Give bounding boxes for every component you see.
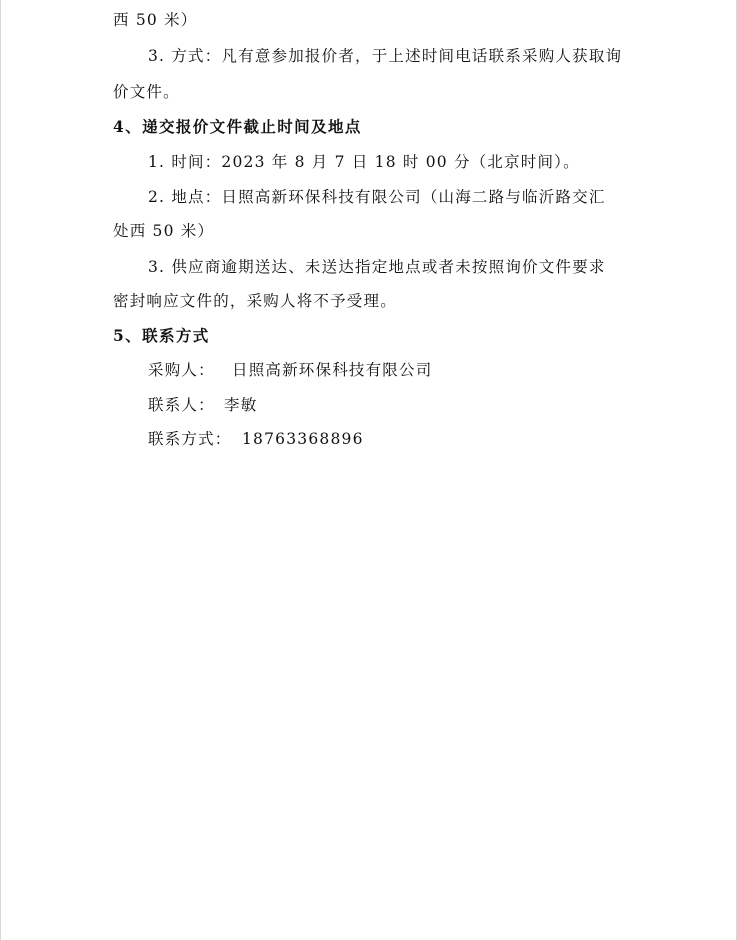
phone-row [148, 428, 364, 450]
section4-place-line2: 处西 50 米） [113, 222, 215, 240]
section4-late-line1: 3. 供应商逾期送达、未送达指定地点或者未按照询价文件要求 [148, 258, 606, 276]
section3-method-line2: 价文件。 [113, 83, 180, 101]
purchaser-row [148, 359, 432, 381]
contact-row [148, 394, 257, 416]
section4-time-line: 1. 时间：2023 年 8 月 7 日 18 时 00 分（北京时间）。 [148, 153, 580, 171]
phone-value: 18763368896 [242, 430, 364, 448]
section4-place-line1: 2. 地点：日照高新环保科技有限公司（山海二路与临沂路交汇 [148, 188, 606, 206]
purchaser-label: 采购人： [148, 361, 215, 379]
section4-late-line2: 密封响应文件的，采购人将不予受理。 [113, 292, 397, 310]
contact-value: 李敏 [224, 396, 258, 414]
section3-west50-line: 西 50 米） [113, 11, 198, 29]
purchaser-value: 日照高新环保科技有限公司 [232, 361, 433, 379]
contact-label: 联系人： [148, 396, 215, 414]
phone-label: 联系方式： [148, 430, 232, 448]
section4-heading: 4、递交报价文件截止时间及地点 [113, 117, 362, 136]
section3-method-line1: 3. 方式：凡有意参加报价者，于上述时间电话联系采购人获取询 [148, 47, 623, 65]
section5-heading: 5、联系方式 [113, 326, 210, 345]
